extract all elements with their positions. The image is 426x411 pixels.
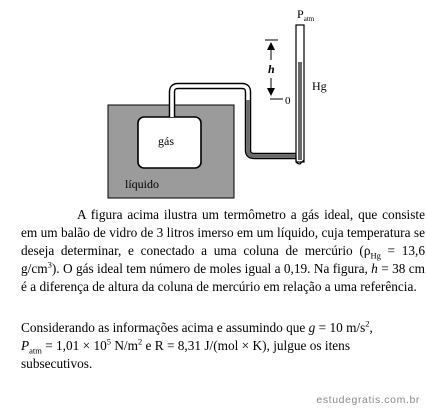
h-label: h — [268, 62, 275, 76]
mercury-in-tube — [248, 100, 296, 156]
thermometer-figure — [0, 0, 426, 205]
zero-label: 0 — [285, 95, 291, 107]
hg-label: Hg — [312, 79, 327, 93]
mercury-column — [298, 62, 302, 160]
given-data-paragraph: Considerando as informações acima e assumindo que g = 10 $m/s^2$, $P_{atm} = 1,01 \times 10^5$ $N/m^2$ e R = 8,31 J/(mol × K), julgue os itens — [21, 318, 373, 356]
liquid-label: líquido — [125, 177, 160, 191]
patm-label: $P_{atm}$ — [297, 7, 315, 23]
problem-paragraph: A figura acima ilustra um termômetro a gás ideal, que consiste em um balão de vidro de 3 litros imerso em um líquido, cuja temperatura se deseja determinar, e conectado a uma coluna de mercúrio ($\rho_{Hg} = 13,6$ $g/cm^3$). O gás ideal tem número de moles igual a 0,19. Na figura, h = 38 cm é a diferença de altura da coluna de mercúrio em relação a uma referência. — [21, 207, 425, 294]
watermark: estudegratis.com.br — [316, 394, 420, 406]
arrow-up-icon — [267, 42, 275, 50]
arrow-down-icon — [267, 88, 275, 96]
gas-label: gás — [158, 134, 174, 148]
instruction-text: subsecutivos. — [21, 356, 93, 371]
